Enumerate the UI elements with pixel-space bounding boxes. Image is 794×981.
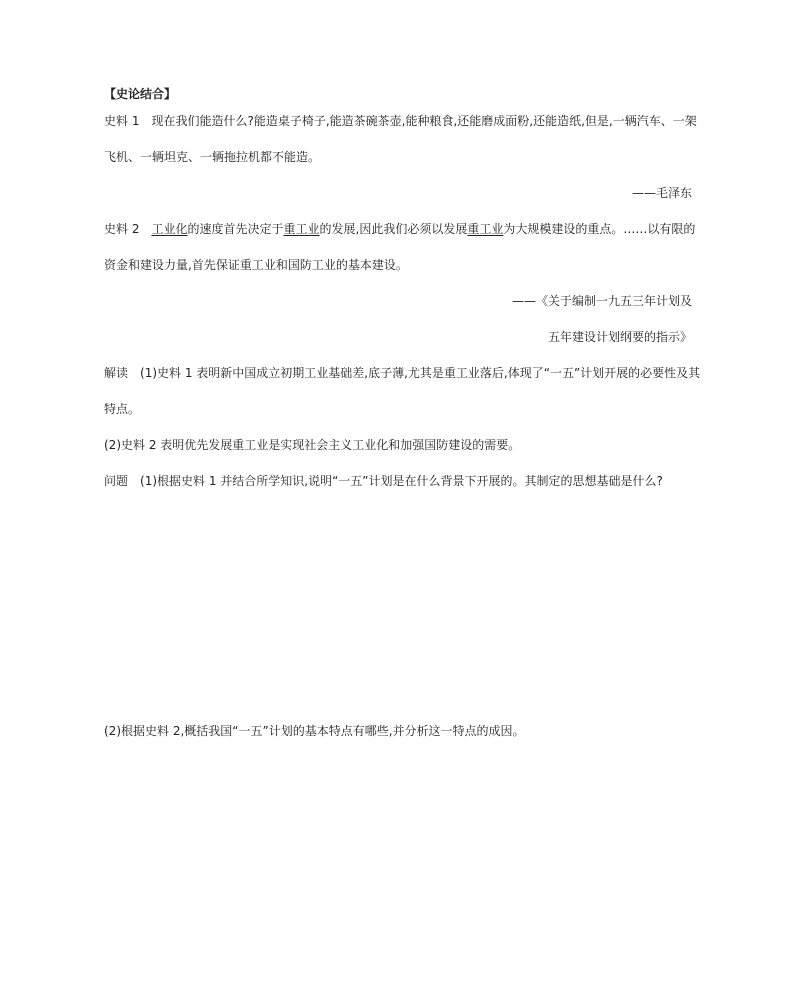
interpretation-text-2: 特点。 <box>104 402 141 416</box>
source2-underlined-term: 重工业 <box>467 222 504 236</box>
question1-line <box>104 473 692 489</box>
question2-answer-space[interactable] <box>104 750 692 950</box>
section-title: 【史论结合】 <box>104 87 177 101</box>
source1-label: 史料 1 <box>104 114 140 128</box>
source1-attribution: ——毛泽东 <box>631 186 692 200</box>
interpretation-text-1: (1)史料 1 表明新中国成立初期工业基础差,底子薄,尤其是重工业落后,体现了“一五”计划开展的必要性及其 <box>140 366 701 380</box>
source2-label: 史料 2 <box>104 222 140 236</box>
interpretation-text-3: (2)史料 2 表明优先发展重工业是实现社会主义工业化和加强国防建设的需要。 <box>104 438 521 452</box>
question1-answer-space[interactable] <box>104 500 692 710</box>
source2-line1 <box>104 221 696 237</box>
source2-text: 的发展,因此我们必须以发展 <box>319 222 468 236</box>
source1-text-2: 飞机、一辆坦克、一辆拖拉机都不能造。 <box>104 150 321 164</box>
interpretation-line1 <box>104 365 701 381</box>
source2-attribution-1: ——《关于编制一九五三年计划及 <box>511 294 692 308</box>
questions-label: 问题 <box>104 474 129 488</box>
source2-underlined-term: 工业化 <box>151 222 188 236</box>
source1-text-1: 现在我们能造什么?能造桌子椅子,能造茶碗茶壶,能种粮食,还能磨成面粉,还能造纸,但是,一辆汽车、一架 <box>151 114 697 128</box>
source2-underlined-term: 重工业 <box>283 222 320 236</box>
source2-text: 为大规模建设的重点。……以有限的 <box>503 222 696 236</box>
source2-attribution-2: 五年建设计划纲要的指示》 <box>547 330 692 344</box>
question2-text: (2)根据史料 2,概括我国“一五”计划的基本特点有哪些,并分析这一特点的成因。 <box>104 724 525 738</box>
source2-text-2: 资金和建设力量,首先保证重工业和国防工业的基本建设。 <box>104 258 408 272</box>
interpretation-label: 解读 <box>104 366 129 380</box>
question1-text: (1)根据史料 1 并结合所学知识,说明“一五”计划是在什么背景下开展的。其制定的思想基础是什么? <box>140 474 663 488</box>
source1-line1 <box>104 113 697 129</box>
source2-text: 的速度首先决定于 <box>187 222 284 236</box>
